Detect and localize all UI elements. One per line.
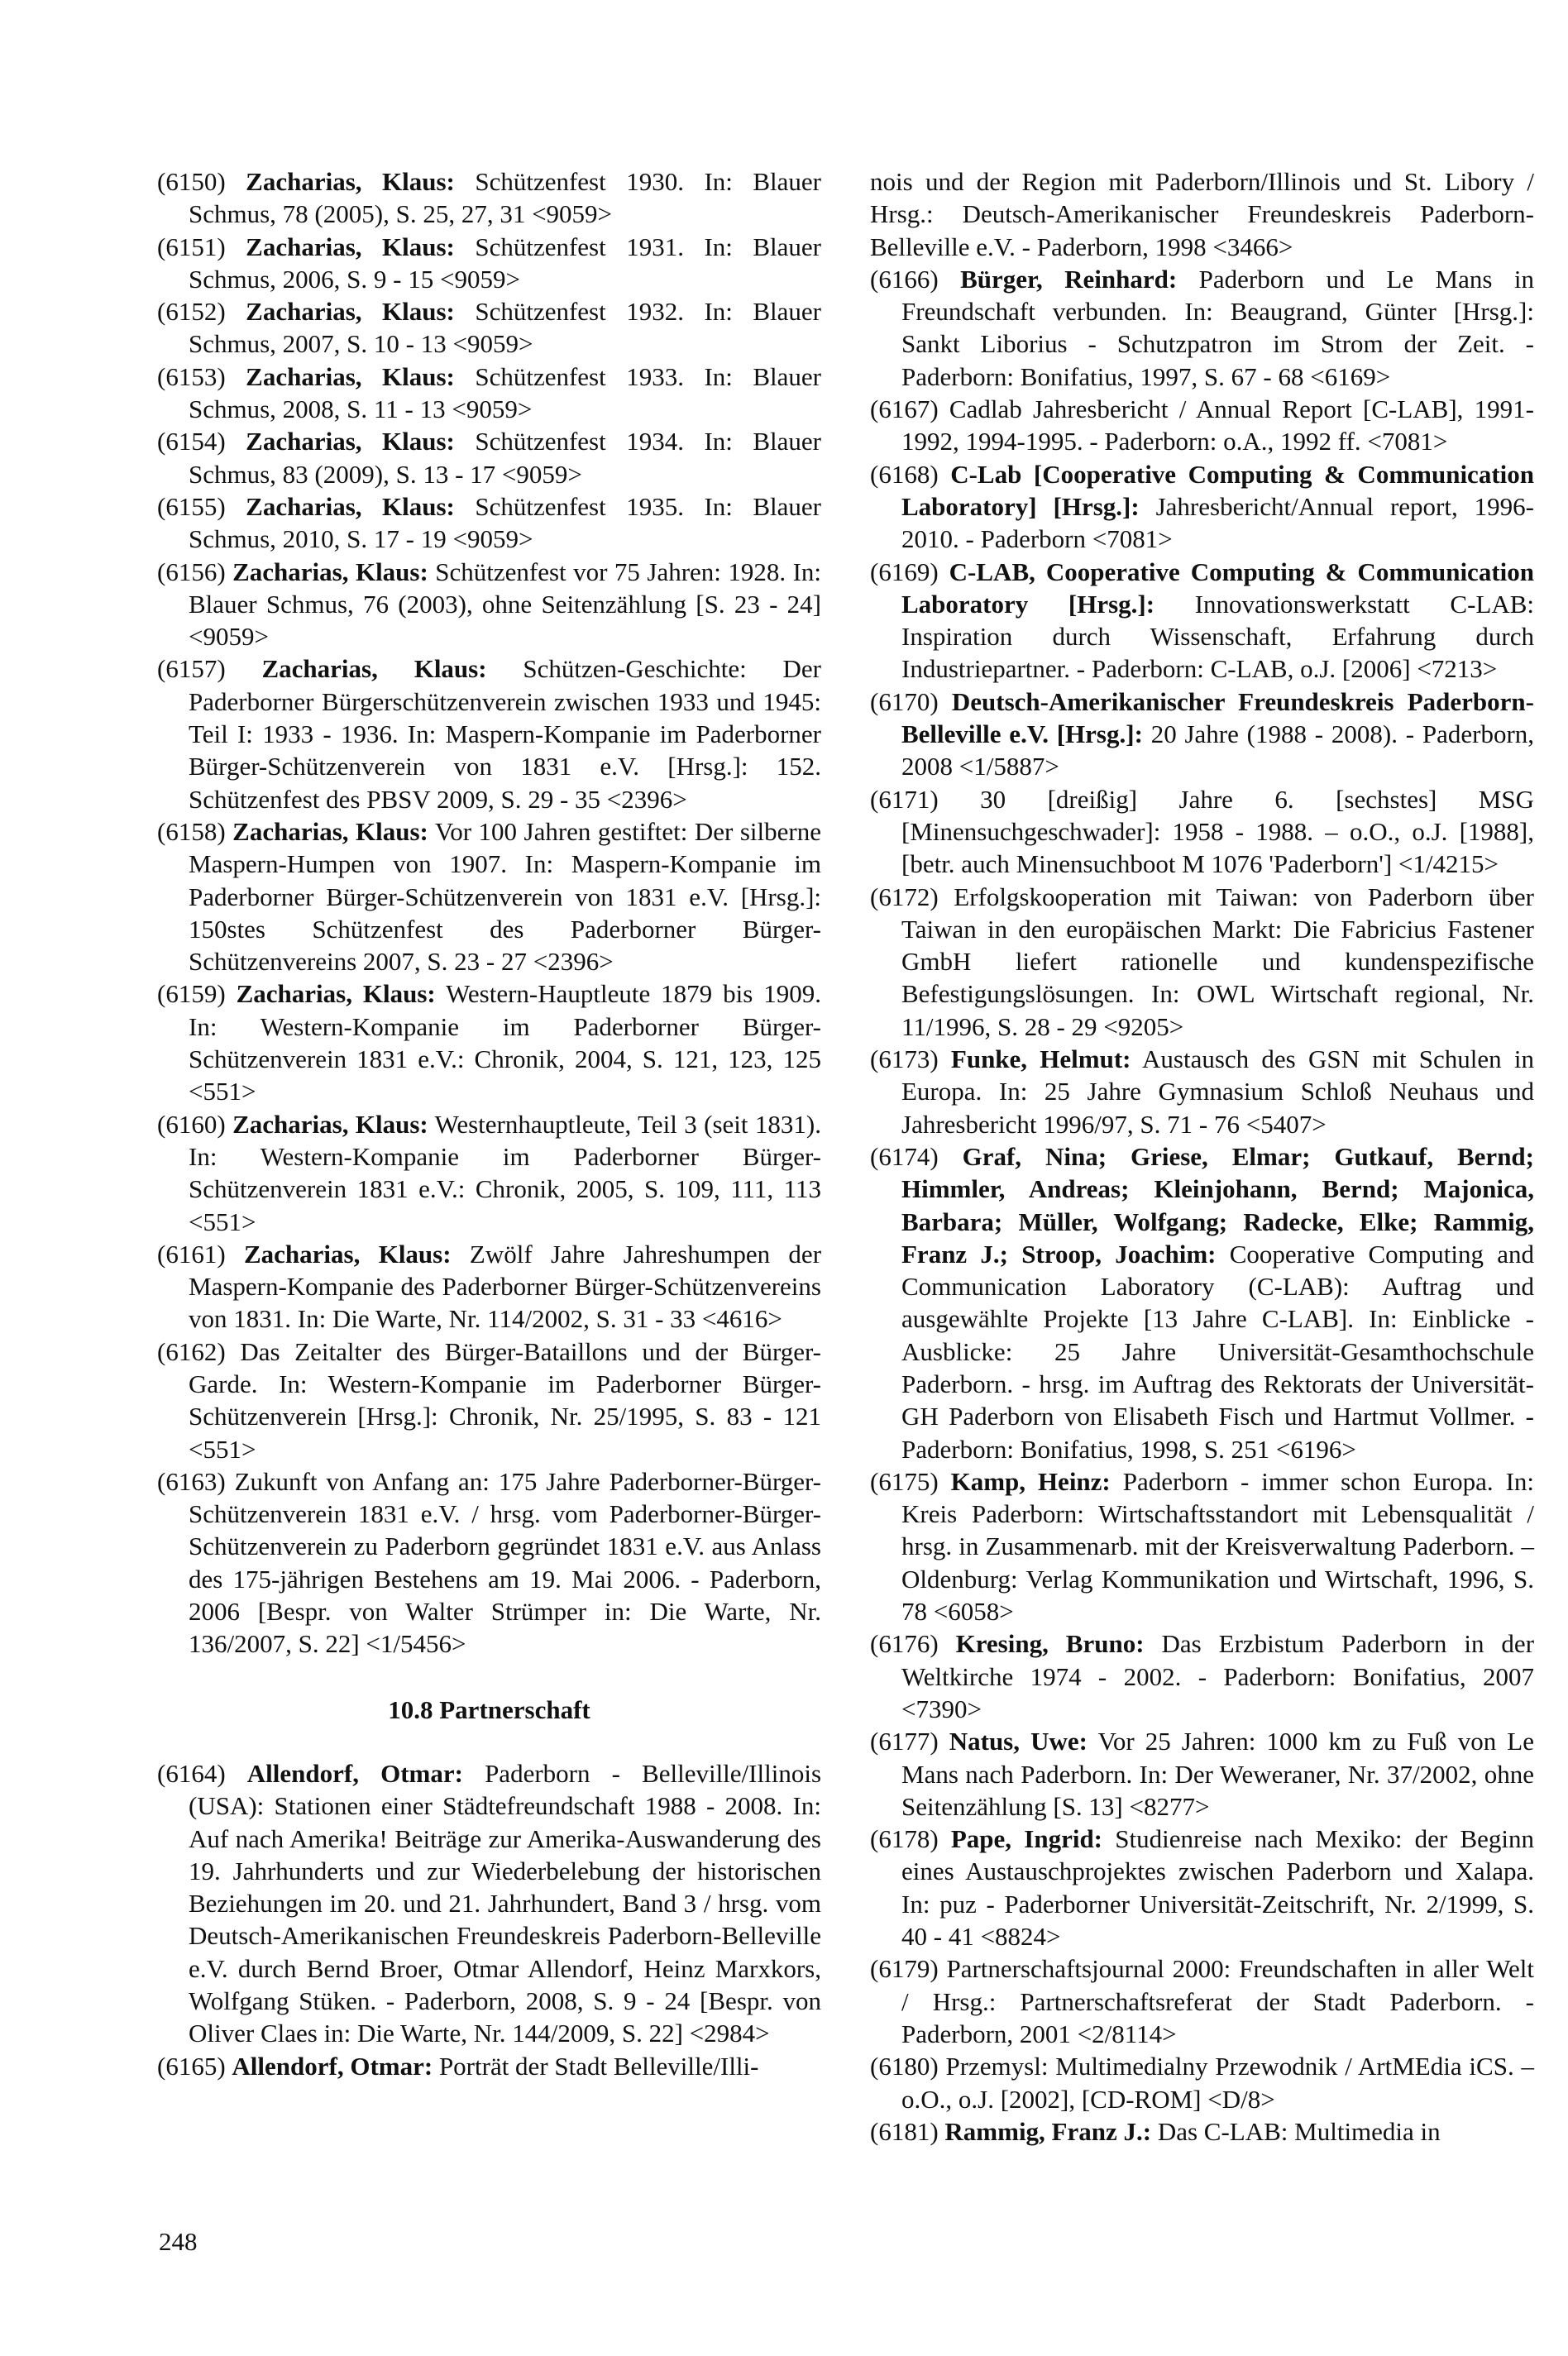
- entry-author: Zacharias, Klaus:: [232, 816, 428, 846]
- entry-number: (6166): [870, 264, 939, 294]
- entry-number: (6162): [157, 1336, 226, 1366]
- entry-author: Zacharias, Klaus:: [246, 167, 455, 196]
- bibliography-entry: [157, 1757, 821, 2050]
- entry-text: Das Zeitalter des Bürger-Bataillons und der Bürger-Garde. In: Western-Kompanie im Paderborner Bürger-Schützenverein [Hrsg.]: Chronik, Nr. 25/1995, S. 83 - 121 <551>: [189, 1336, 822, 1464]
- entry-number: (6155): [157, 491, 226, 521]
- right-entries: [870, 263, 1534, 2148]
- entry-author: Zacharias, Klaus:: [236, 979, 436, 1009]
- entry-number: (6171): [870, 784, 939, 814]
- bibliography-entry: [870, 263, 1534, 393]
- right-column: [870, 165, 1534, 2148]
- entry-text: Schützenfest 1933. In: Blauer Schmus, 2008, S. 11 - 13 <9059>: [189, 361, 821, 424]
- bibliography-entry: [870, 2115, 1534, 2148]
- entry-author: Allendorf, Otmar:: [232, 2051, 433, 2081]
- bibliography-entry: [157, 1336, 821, 1465]
- bibliography-entry: [157, 977, 821, 1107]
- entry-number: (6157): [157, 654, 226, 684]
- entry-author: Kamp, Heinz:: [950, 1466, 1111, 1496]
- entry-author: Zacharias, Klaus:: [232, 557, 428, 586]
- section-heading: 10.8 Partnerschaft: [388, 1694, 590, 1724]
- entry-number: (6163): [157, 1466, 226, 1496]
- bibliography-entry: [157, 490, 821, 556]
- entry-number: (6156): [157, 557, 226, 586]
- entry-author: Kresing, Bruno:: [955, 1629, 1145, 1659]
- entry-text: Austausch des GSN mit Schulen in Europa. In: 25 Jahre Gymnasium Schloß Neuhaus und Jahresbericht 1996/97, S. 71 - 76 <5407>: [901, 1044, 1535, 1139]
- entry-author: Pape, Ingrid:: [950, 1824, 1103, 1854]
- entry-number: (6175): [870, 1466, 939, 1496]
- bibliography-entry: [870, 556, 1534, 686]
- bibliography-entry: [870, 1140, 1534, 1465]
- entry-number: (6177): [870, 1727, 939, 1756]
- entry-number: (6176): [870, 1629, 939, 1659]
- entry-author: Zacharias, Klaus:: [232, 1109, 428, 1139]
- bibliography-entry: [870, 783, 1534, 881]
- entry-number: (6178): [870, 1824, 939, 1854]
- entry-author: C-Lab [Cooperative Computing & Communication Laboratory] [Hrsg.]:: [901, 459, 1534, 521]
- bibliography-entry: [157, 556, 821, 653]
- bibliography-entry: [157, 165, 821, 231]
- entry-text: Schützenfest 1934. In: Blauer Schmus, 83 (2009), S. 13 - 17 <9059>: [189, 427, 821, 489]
- bibliography-entry: [157, 1108, 821, 1238]
- entry-author: Zacharias, Klaus:: [246, 491, 455, 521]
- entry-text: Schützenfest 1932. In: Blauer Schmus, 2007, S. 10 - 13 <9059>: [189, 297, 821, 359]
- entry-author: Allendorf, Otmar:: [246, 1758, 463, 1788]
- entry-text: Vor 100 Jahren gestiftet: Der silberne Maspern-Humpen von 1907. In: Maspern-Kompanie im Paderborner Bürger-Schützenverein von 1831 e.V. [Hrsg.]: 150stes Schützenfest des Paderborner Bürger-Schützenvereins 2007, S. 23 - 27 <2396>: [189, 816, 821, 977]
- entry-text: Studienreise nach Mexiko: der Beginn eines Austauschprojektes zwischen Paderborn und Xalapa. In: puz - Paderborner Universität-Zeitschrift, Nr. 2/1999, S. 40 - 41 <8824>: [901, 1824, 1535, 1952]
- entry-author: Natus, Uwe:: [949, 1727, 1088, 1756]
- bibliography-entry: [870, 686, 1534, 783]
- entry-text: Western-Hauptleute 1879 bis 1909. In: Western-Kompanie im Paderborner Bürger-Schützenverein 1831 e.V.: Chronik, 2004, S. 121, 123, 125 <551>: [189, 979, 821, 1106]
- entry-author: Zacharias, Klaus:: [246, 361, 455, 391]
- bibliography-entry: [870, 881, 1534, 1043]
- entry-text: Erfolgskooperation mit Taiwan: von Paderborn über Taiwan in den europäischen Markt: Die Fabricius Fastener GmbH liefert rationelle und kundenspezifische Befestigungslösungen. In: OWL Wirtschaft regional, Nr. 11/1996, S. 28 - 29 <9205>: [901, 882, 1534, 1041]
- entry-number: (6180): [870, 2052, 939, 2081]
- bibliography-entry: [870, 1043, 1534, 1140]
- entry-number: (6153): [157, 361, 226, 391]
- entry-text: Zwölf Jahre Jahreshumpen der Maspern-Kompanie des Paderborner Bürger-Schützenvereins von 1831. In: Die Warte, Nr. 114/2002, S. 31 - 33 <4616>: [189, 1239, 822, 1334]
- bibliography-entry: [870, 1823, 1534, 1952]
- entry-author: Rammig, Franz J.:: [944, 2116, 1152, 2146]
- entry-number: (6151): [157, 232, 226, 261]
- entry-text: Paderborn und Le Mans in Freundschaft verbunden. In: Beaugrand, Günter [Hrsg.]: Sankt Liborius - Schutzpatron im Strom der Zeit. - Paderborn: Bonifatius, 1997, S. 67 - 68 <6169>: [901, 264, 1534, 391]
- bibliography-entry: [870, 393, 1534, 458]
- entry-number: (6172): [870, 882, 939, 911]
- entry-text: Schützenfest 1935. In: Blauer Schmus, 2010, S. 17 - 19 <9059>: [189, 491, 821, 554]
- entry-text: Vor 25 Jahren: 1000 km zu Fuß von Le Mans nach Paderborn. In: Der Weweraner, Nr. 37/2002, ohne Seitenzählung [S. 13] <8277>: [901, 1727, 1535, 1821]
- bibliography-entry: [157, 295, 821, 361]
- entry-number: (6159): [157, 979, 226, 1009]
- entry-author: C-LAB, Cooperative Computing & Communication Laboratory [Hrsg.]:: [901, 557, 1534, 619]
- entry-text: Zukunft von Anfang an: 175 Jahre Paderborner-Bürger-Schützenverein 1831 e.V. / hrsg. vom Paderborner-Bürger-Schützenverein zu Paderborn gegründet 1831 e.V. aus Anlass des 175-jährigen Bestehens am 19. Mai 2006. - Paderborn, 2006 [Bespr. von Walter Strümper in: Die Warte, Nr. 136/2007, S. 22] <1/5456>: [189, 1466, 822, 1659]
- entry-author: Deutsch-Amerikanischer Freundeskreis Paderborn-Belleville e.V. [Hrsg.]:: [901, 686, 1534, 749]
- entry-text: Cooperative Computing and Communication Laboratory (C-LAB): Auftrag und ausgewählte Projekte [13 Jahre C-LAB]. In: Einblicke - Ausblicke: 25 Jahre Universität-Gesamthochschule Paderborn. - hrsg. im Auftrag des Rektorats der Universität-GH Paderborn von Elisabeth Fisch und Hartmut Vollmer. - Paderborn: Bonifatius, 1998, S. 251 <6196>: [901, 1239, 1535, 1464]
- entry-text: Jahresbericht/Annual report, 1996-2010. - Paderborn <7081>: [901, 491, 1534, 554]
- bibliography-entry: [157, 361, 821, 426]
- bibliography-entry: [870, 1952, 1534, 2050]
- entry-text: Schützenfest 1930. In: Blauer Schmus, 78 (2005), S. 25, 27, 31 <9059>: [189, 167, 821, 229]
- entry-text: Porträt der Stadt Belleville/Illi-: [438, 2051, 759, 2081]
- entry-number: (6152): [157, 297, 226, 327]
- entry-number: (6165): [157, 2051, 226, 2081]
- bibliography-entry: [157, 1465, 821, 1661]
- entry-text: Innovationswerkstatt C-LAB: Inspiration durch Wissenschaft, Erfahrung durch Industriepartner. - Paderborn: C-LAB, o.J. [2006] <7213>: [901, 589, 1535, 684]
- entry-number: (6179): [870, 1954, 939, 1984]
- entry-text: Das Erzbistum Paderborn in der Weltkirche 1974 - 2002. - Paderborn: Bonifatius, 2007 <7390>: [901, 1629, 1535, 1723]
- continued-entry-text: nois und der Region mit Paderborn/Illinois und St. Libory / Hrsg.: Deutsch-Amerikanischer Freundeskreis Paderborn-Belleville e.V. - Paderborn, 1998 <3466>: [870, 167, 1534, 261]
- entry-text: 20 Jahre (1988 - 2008). - Paderborn, 2008 <1/5887>: [901, 719, 1535, 781]
- entry-text: Paderborn - immer schon Europa. In: Kreis Paderborn: Wirtschaftsstandort mit Lebensqualität / hrsg. in Zusammenarb. mit der Kreisverwaltung Paderborn. – Oldenburg: Verlag Kommunikation und Wirtschaft, 1996, S. 78 <6058>: [901, 1466, 1535, 1627]
- entry-number: (6170): [870, 686, 939, 716]
- entry-author: Zacharias, Klaus:: [246, 427, 455, 456]
- entry-number: (6154): [157, 427, 226, 456]
- entry-number: (6173): [870, 1044, 939, 1074]
- entry-text: Westernhauptleute, Teil 3 (seit 1831). In: Western-Kompanie im Paderborner Bürger-Schützenverein 1831 e.V.: Chronik, 2005, S. 109, 111, 113 <551>: [189, 1109, 821, 1236]
- entry-author: Zacharias, Klaus:: [261, 654, 487, 684]
- bibliography-entry: [870, 1725, 1534, 1823]
- entry-author: Bürger, Reinhard:: [960, 264, 1178, 294]
- entry-text: Schützenfest vor 75 Jahren: 1928. In: Blauer Schmus, 76 (2003), ohne Seitenzählung [S. 23 - 24] <9059>: [189, 557, 822, 652]
- entry-text: Przemysl: Multimedialny Przewodnik / ArtMEdia iCS. – o.O., o.J. [2002], [CD-ROM] <D/8>: [901, 2052, 1534, 2114]
- entry-number: (6174): [870, 1141, 939, 1171]
- entry-author: Zacharias, Klaus:: [246, 232, 455, 261]
- bibliography-entry: [157, 652, 821, 815]
- entry-text: Partnerschaftsjournal 2000: Freundschaften in aller Welt / Hrsg.: Partnerschaftsreferat der Stadt Paderborn. - Paderborn, 2001 <2/8114>: [901, 1954, 1534, 2048]
- entry-text: Paderborn - Belleville/Illinois (USA): Stationen einer Städtefreundschaft 1988 - 2008. In: Auf nach Amerika! Beiträge zur Amerika-Auswanderung des 19. Jahrhunderts und zur Wiederbelebung der historischen Beziehungen im 20. und 21. Jahrhundert, Band 3 / hrsg. vom Deutsch-Amerikanischen Freundeskreis Paderborn-Belleville e.V. durch Bernd Broer, Otmar Allendorf, Heinz Marxkors, Wolfgang Stüken. - Paderborn, 2008, S. 9 - 24 [Bespr. von Oliver Claes in: Die Warte, Nr. 144/2009, S. 22] <2984>: [189, 1758, 822, 2048]
- entry-number: (6158): [157, 816, 226, 846]
- entry-author: Zacharias, Klaus:: [246, 297, 455, 327]
- bibliography-entry: [870, 1465, 1534, 1627]
- bibliography-entry: [870, 2050, 1534, 2115]
- entry-author: Graf, Nina; Griese, Elmar; Gutkauf, Bernd; Himmler, Andreas; Kleinjohann, Bernd; Majonica, Barbara; Müller, Wolfgang; Radecke, Elke; Rammig, Franz J.; Stroop, Joachim:: [901, 1141, 1534, 1269]
- bibliography-entry: [157, 231, 821, 296]
- entry-number: (6181): [870, 2116, 939, 2146]
- left-column: [157, 165, 821, 2082]
- bibliography-entry: [157, 2050, 821, 2082]
- entry-text: Schützen-Geschichte: Der Paderborner Bürgerschützenverein zwischen 1933 und 1945: Teil I: 1933 - 1936. In: Maspern-Kompanie im Paderborner Bürger-Schützenverein von 1831 e.V. [Hrsg.]: 152. Schützenfest des PBSV 2009, S. 29 - 35 <2396>: [189, 654, 821, 814]
- page-number: 248: [159, 2227, 198, 2256]
- entry-author: Zacharias, Klaus:: [244, 1239, 452, 1269]
- entry-number: (6169): [870, 557, 939, 586]
- entry-text: Cadlab Jahresbericht / Annual Report [C-LAB], 1991-1992, 1994-1995. - Paderborn: o.A., 1992 ff. <7081>: [901, 394, 1534, 456]
- left-entries: [157, 165, 821, 1661]
- entry-number: (6160): [157, 1109, 226, 1139]
- bibliography-entry: [870, 458, 1534, 556]
- bibliography-entry: [157, 425, 821, 490]
- bibliography-entry: [157, 1238, 821, 1336]
- entry-author: Funke, Helmut:: [950, 1044, 1131, 1074]
- entry-number: (6164): [157, 1758, 226, 1788]
- bibliography-entry: [870, 1627, 1534, 1725]
- bibliography-entry: [157, 815, 821, 977]
- left-entries-after-heading: [157, 1757, 821, 2082]
- entry-text: Das C-LAB: Multimedia in: [1157, 2116, 1441, 2146]
- entry-text: Schützenfest 1931. In: Blauer Schmus, 2006, S. 9 - 15 <9059>: [189, 232, 821, 294]
- entry-number: (6168): [870, 459, 939, 489]
- entry-text: 30 [dreißig] Jahre 6. [sechstes] MSG [Minensuchgeschwader]: 1958 - 1988. – o.O., o.J. [1988], [betr. auch Minensuchboot M 1076 'Paderborn'] <1/4215>: [901, 784, 1534, 879]
- entry-number: (6167): [870, 394, 939, 424]
- entry-number: (6150): [157, 167, 226, 196]
- entry-number: (6161): [157, 1239, 226, 1269]
